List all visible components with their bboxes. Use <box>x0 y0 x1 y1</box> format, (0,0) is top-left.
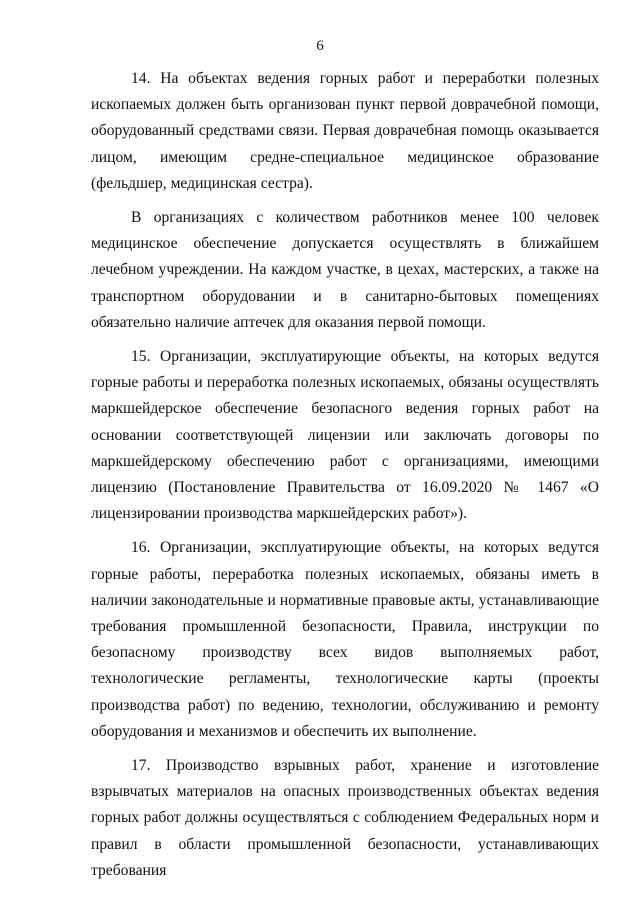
paragraph-17: 17. Производство взрывных работ, хранение и изготовление взрывчатых материалов на опасных производственных объектах ведения горных работ должны осуществляться с соблюдением Федеральных норм и правил в области промышленной безопасности, устанавливающих требования <box>91 757 599 879</box>
paragraph-16: 16. Организации, эксплуатирующие объекты, на которых ведутся горные работы, переработка полезных ископаемых, обязаны иметь в наличии законодательные и нормативные правовые акты, устанавливающие требования промышленной безопасности, Правила, инструкции по безопасному производству всех видов выполняемых работ, технологические регламенты, технологические карты (проекты производства работ) по ведению, технологии, обслуживанию и ремонту оборудования и механизмов и обеспечить их выполнение. <box>91 539 599 740</box>
paragraph-15: 15. Организации, эксплуатирующие объекты, на которых ведутся горные работы и переработка полезных ископаемых, обязаны осуществлять маркшейдерское обеспечение безопасного ведения горных работ на основании соответствующей лицензии или заключать договоры по маркшейдерскому обеспечению работ с организациями, имеющими лицензию (Постановление Правительства от 16.09.2020 № 1467 «О лицензировании производства маркшейдерских работ»). <box>91 348 599 523</box>
document-body <box>91 66 599 892</box>
paragraph-14-continuation: В организациях с количеством работников менее 100 человек медицинское обеспечение допускается осуществлять в ближайшем лечебном учреждении. На каждом участке, в цехах, мастерских, а также на транспортном оборудовании и в санитарно-бытовых помещениях обязательно наличие аптечек для оказания первой помощи. <box>91 209 599 331</box>
page-number: 6 <box>316 38 324 54</box>
paragraph-14: 14. На объектах ведения горных работ и переработки полезных ископаемых должен быть организован пункт первой доврачебной помощи, оборудованный средствами связи. Первая доврачебная помощь оказывается лицом, имеющим средне-специальное медицинское образование (фельдшер, медицинская сестра). <box>91 70 599 192</box>
